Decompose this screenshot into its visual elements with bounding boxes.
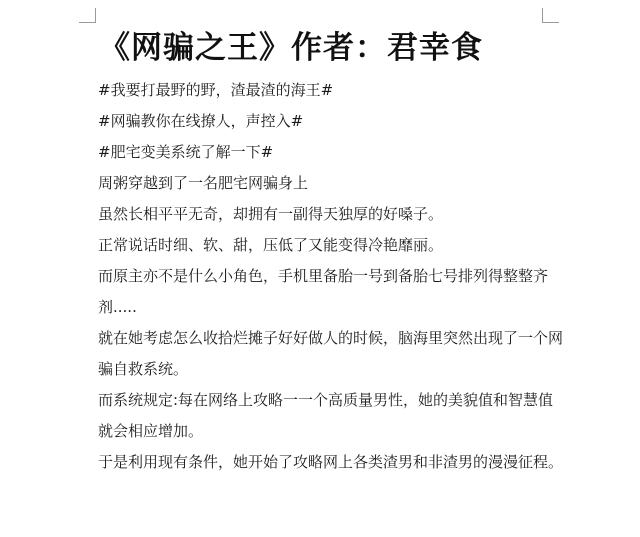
paragraph: #肥宅变美系统了解一下# bbox=[98, 143, 274, 161]
crop-mark-top-left bbox=[79, 8, 96, 23]
paragraph: 而原主亦不是什么小角色，手机里备胎一号到备胎七号排列得整整齐剂..... bbox=[98, 267, 549, 316]
paragraph: 而系统规定:每在网络上攻略一一个高质量男性，她的美貌值和智慧值就会相应增加。 bbox=[98, 391, 554, 440]
page-title: 《网骗之王》作者：君幸食 bbox=[99, 30, 483, 66]
document-body bbox=[98, 75, 568, 478]
paragraph: #网骗教你在线撩人，声控入# bbox=[98, 112, 304, 130]
paragraph: 就在她考虑怎么收拾烂摊子好好做人的时候，脑海里突然出现了一个网骗自救系统。 bbox=[98, 329, 564, 378]
paragraph: 于是利用现有条件，她开始了攻略网上各类渣男和非渣男的漫漫征程。 bbox=[98, 453, 564, 471]
paragraph: 周粥穿越到了一名肥宅网骗身上 bbox=[98, 174, 309, 192]
crop-mark-top-right bbox=[542, 8, 559, 23]
paragraph: 虽然长相平平无奇，却拥有一副得天独厚的好嗓子。 bbox=[98, 205, 444, 223]
paragraph: #我要打最野的野，渣最渣的海王# bbox=[98, 81, 334, 99]
paragraph: 正常说话时细、软、甜，压低了又能变得冷艳靡丽。 bbox=[98, 236, 444, 254]
